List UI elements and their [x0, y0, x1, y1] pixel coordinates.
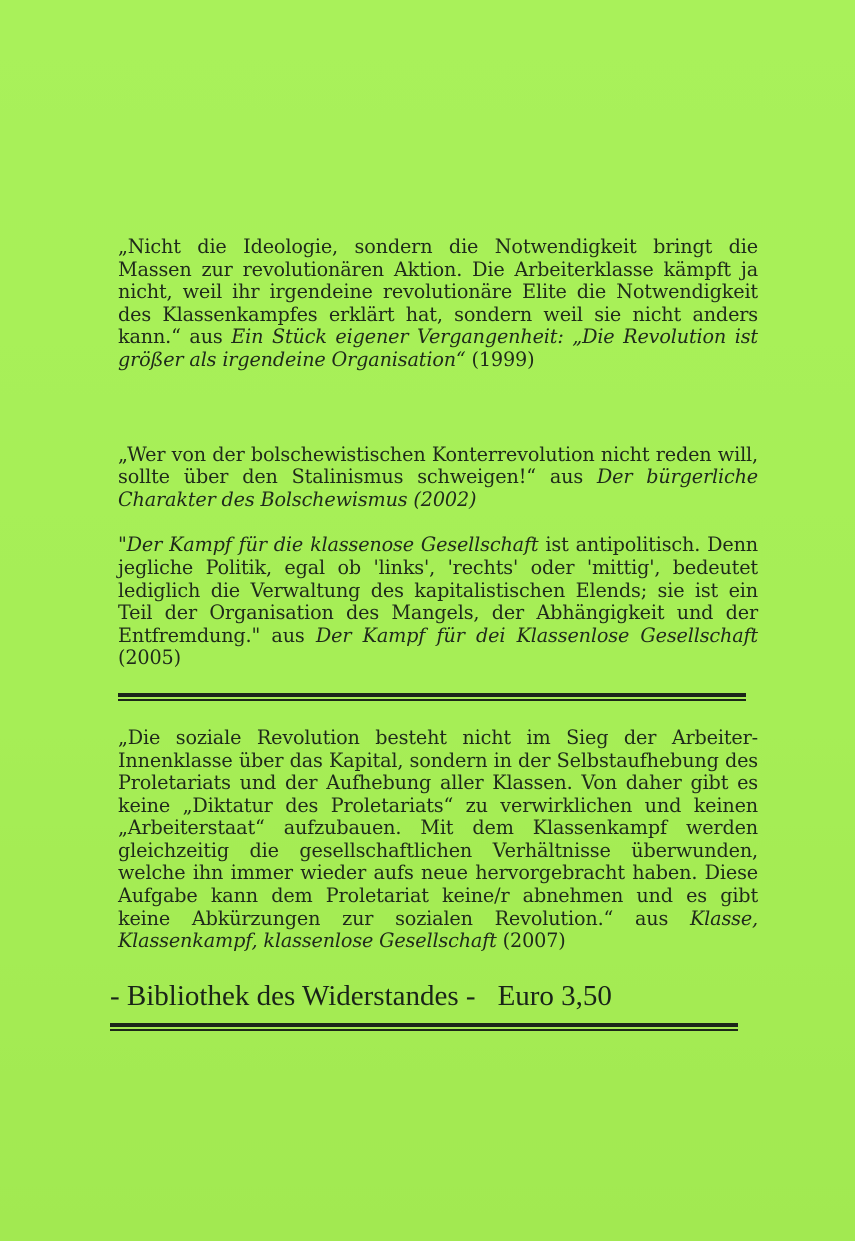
double-rule-footer [110, 1023, 738, 1033]
quote-source: Klasse, Klassenkampf, klassenlose Gesellschaft [118, 906, 758, 953]
quote-year: (2005) [118, 646, 181, 670]
quote-year: (2007) [496, 929, 566, 953]
quote-title: "Der Kampf für die klassenose Gesellschaft [118, 533, 539, 557]
quote-text: ist antipolitisch. Denn jegliche Politik, egal ob 'links', 'rechts' oder 'mittig', bedeutet lediglich die Verwaltung des kapitalistischen Elends; sie ist ein Teil der Organisation des Mangels, der Abhängigkeit und der Entfremdung." aus [118, 533, 758, 647]
quote-source: Der bürgerliche Charakter des Bolschewismus (2002) [118, 465, 758, 511]
publisher-name: - Bibliothek des Widerstandes - [110, 979, 476, 1012]
quote-antipolitisch [118, 534, 758, 670]
double-rule-divider [118, 693, 746, 703]
quote-source: Ein Stück eigener Vergangenheit: „Die Revolution ist größer als irgendeine Organisation“ [118, 325, 758, 371]
quote-text: „Nicht die Ideologie, sondern die Notwendigkeit bringt die Massen zur revolutionären Aktion. Die Arbeiterklasse kämpft ja nicht, weil ihr irgendeine revolutionäre Elite die Notwendigkeit des Klassenkampfes erklärt hat, sondern weil sie nicht anders kann.“ aus [118, 235, 758, 349]
quote-soziale-revolution [118, 727, 758, 953]
quote-ideologie [118, 236, 758, 372]
quotes-column [110, 235, 758, 1033]
quote-konterrevolution [118, 444, 758, 512]
quote-source: Der Kampf für dei Klassenlose Gesellschaft [315, 623, 758, 647]
footer [110, 979, 758, 1013]
price: Euro 3,50 [497, 979, 612, 1012]
quote-year: (1999) [465, 347, 535, 371]
quote-text: „Wer von der bolschewistischen Konterrevolution nicht reden will, sollte über den Stalinismus schweigen!“ aus [118, 442, 758, 489]
quote-text: „Die soziale Revolution besteht nicht im Sieg der Arbeiter-Innenklasse über das Kapital, sondern in der Selbstaufhebung des Proletariats und der Aufhebung aller Klassen. Von daher gibt es keine „Diktatur des Proletariats“ zu verwirklichen und keinen „Arbeiterstaat“ aufzubauen. Mit dem Klassenkampf werden gleichzeitig die gesellschaftlichen Verhältnisse überwunden, welche ihn immer wieder aufs neue hervorgebracht haben. Diese Aufgabe kann dem Proletariat keine/r abnehmen und es gibt keine Abkürzungen zur sozialen Revolution.“ aus [118, 725, 758, 930]
